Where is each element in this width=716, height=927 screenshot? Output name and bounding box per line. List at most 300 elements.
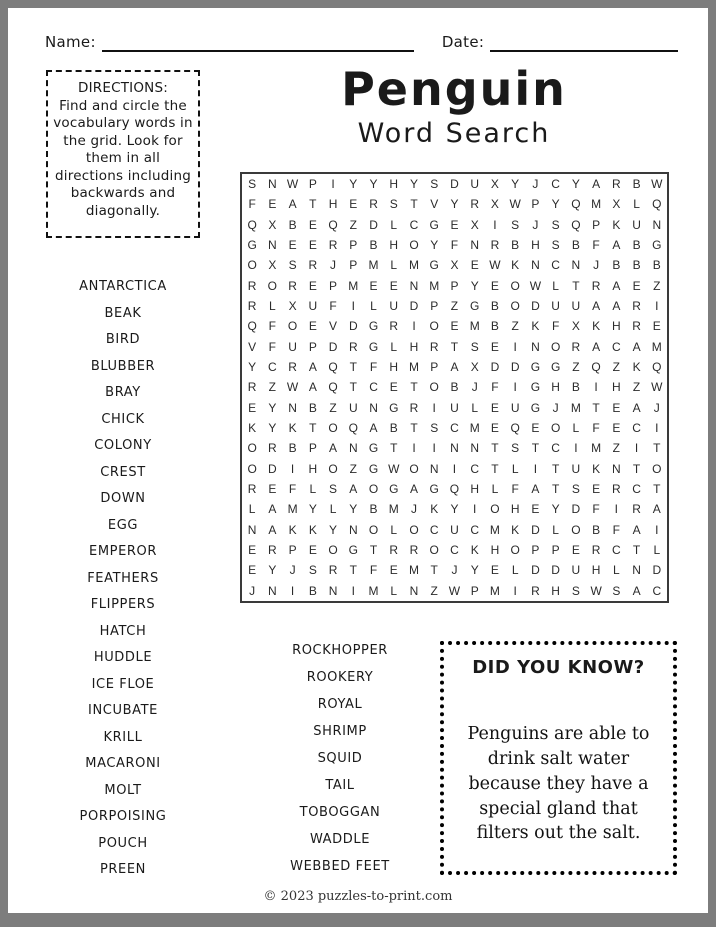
grid-cell: J [249, 583, 256, 598]
grid-cell: G [368, 339, 379, 354]
grid-cell: D [551, 563, 560, 578]
grid-cell: C [450, 543, 459, 558]
grid-cell: I [533, 461, 538, 476]
word-list-item: MACARONI [85, 756, 161, 771]
grid-cell: R [409, 543, 419, 558]
word-list-item: ANTARCTICA [79, 279, 167, 294]
word-list-item: TOBOGGAN [299, 805, 381, 820]
grid-cell: O [368, 522, 379, 537]
grid-cell: E [308, 278, 317, 293]
grid-cell: M [570, 400, 581, 415]
grid-cell: O [409, 522, 419, 537]
grid-cell: R [328, 563, 338, 578]
grid-cell: A [308, 380, 317, 395]
grid-cell: A [531, 482, 540, 497]
grid-cell: G [530, 380, 541, 395]
grid-cell: I [473, 502, 477, 517]
grid-cell: E [389, 278, 398, 293]
word-list-item: BEAK [104, 305, 142, 321]
grid-cell: A [268, 502, 277, 517]
grid-cell: T [309, 421, 317, 436]
grid-row [242, 174, 667, 194]
grid-cell: G [389, 400, 399, 415]
grid-cell: B [612, 258, 621, 273]
grid-cell: P [551, 543, 560, 558]
grid-cell: H [551, 380, 560, 395]
grid-cell: A [592, 299, 601, 314]
grid-cell: E [268, 197, 277, 212]
grid-cell: H [470, 482, 480, 497]
grid-cell: I [493, 217, 497, 232]
grid-cell: S [430, 421, 439, 436]
grid-cell: Z [450, 299, 459, 314]
grid-cell: I [614, 502, 618, 517]
grid-cell: L [491, 482, 499, 497]
grid-cell: N [632, 563, 641, 578]
grid-cell: C [612, 339, 621, 354]
grid-cell: N [348, 522, 358, 537]
grid-cell: Y [308, 502, 317, 517]
grid-cell: O [510, 543, 520, 558]
word-list-item: PREEN [99, 862, 147, 877]
grid-cell: B [652, 258, 661, 273]
grid-row [242, 581, 667, 601]
grid-cell: C [652, 583, 662, 598]
grid-cell: X [490, 177, 499, 192]
grid-cell: H [389, 238, 399, 253]
grid-cell: P [329, 278, 338, 293]
grid-cell: G [530, 360, 541, 375]
grid-cell: N [470, 441, 480, 456]
grid-cell: Q [652, 360, 662, 375]
grid-cell: K [511, 258, 520, 273]
grid-cell: A [612, 278, 621, 293]
grid-cell: L [552, 278, 559, 293]
grid-cell: R [490, 238, 500, 253]
grid-cell: I [655, 522, 659, 537]
grid-cell: C [551, 258, 560, 273]
grid-cell: B [632, 238, 641, 253]
grid-row [242, 255, 667, 275]
grid-cell: A [592, 177, 601, 192]
grid-cell: E [389, 380, 398, 395]
grid-cell: M [429, 278, 440, 293]
word-list-item: CHICK [101, 411, 145, 427]
grid-cell: R [612, 482, 621, 497]
grid-cell: K [288, 421, 297, 436]
grid-cell: G [348, 543, 358, 558]
grid-cell: G [550, 360, 561, 375]
grid-cell: H [490, 543, 500, 558]
grid-row [242, 499, 667, 519]
grid-cell: Z [430, 583, 438, 598]
grid-cell: E [248, 543, 257, 558]
grid-cell: R [591, 278, 601, 293]
grid-cell: Q [571, 197, 581, 212]
grid-cell: A [632, 339, 641, 354]
grid-cell: D [328, 339, 338, 354]
grid-cell: I [432, 441, 436, 456]
grid-cell: P [531, 543, 540, 558]
did-you-know-heading: DID YOU KNOW? [472, 657, 645, 678]
name-write-line [102, 32, 414, 52]
grid-row [242, 520, 667, 540]
grid-cell: M [591, 441, 602, 456]
grid-cell: R [612, 177, 621, 192]
grid-cell: F [248, 197, 256, 212]
grid-cell: M [489, 583, 500, 598]
grid-cell: A [349, 482, 358, 497]
grid-cell: D [531, 522, 540, 537]
grid-cell: J [451, 563, 458, 578]
grid-cell: Z [349, 461, 357, 476]
page-title: Penguin [341, 62, 567, 116]
grid-cell: E [369, 278, 378, 293]
grid-cell: S [551, 238, 560, 253]
grid-cell: Y [349, 502, 358, 517]
grid-cell: K [612, 217, 621, 232]
grid-cell: W [651, 380, 663, 395]
grid-cell: T [531, 441, 540, 456]
grid-cell: C [612, 543, 621, 558]
word-list-item: EGG [107, 517, 139, 533]
grid-cell: M [469, 319, 480, 334]
grid-cell: T [430, 563, 438, 578]
grid-cell: T [632, 543, 641, 558]
grid-cell: L [552, 522, 559, 537]
grid-cell: Q [328, 380, 338, 395]
grid-cell: V [430, 197, 439, 212]
grid-cell: H [328, 197, 338, 212]
grid-cell: L [248, 502, 256, 517]
grid-cell: T [491, 441, 499, 456]
word-list-item: POUCH [98, 835, 148, 851]
grid-cell: T [349, 380, 357, 395]
grid-cell: C [470, 461, 480, 476]
grid-cell: M [368, 583, 379, 598]
grid-row [242, 337, 667, 357]
grid-cell: A [632, 400, 641, 415]
grid-cell: R [470, 197, 480, 212]
word-list-item: EMPEROR [89, 544, 157, 559]
grid-cell: X [571, 319, 580, 334]
page-subtitle: Word Search [357, 118, 551, 149]
grid-cell: J [471, 380, 478, 395]
grid-cell: R [409, 400, 419, 415]
grid-cell: S [308, 563, 317, 578]
grid-cell: C [409, 217, 419, 232]
grid-cell: M [368, 258, 379, 273]
grid-cell: L [390, 217, 398, 232]
grid-cell: J [593, 258, 600, 273]
grid-cell: E [248, 400, 257, 415]
grid-cell: V [329, 319, 338, 334]
grid-cell: A [592, 339, 601, 354]
grid-cell: F [511, 482, 519, 497]
grid-cell: Y [470, 278, 479, 293]
grid-cell: D [348, 319, 358, 334]
grid-cell: A [288, 197, 297, 212]
grid-cell: U [571, 299, 581, 314]
grid-row [242, 215, 667, 235]
grid-cell: Y [369, 177, 378, 192]
grid-cell: W [529, 278, 542, 293]
grid-cell: Y [430, 238, 439, 253]
grid-cell: Y [450, 197, 459, 212]
grid-cell: Y [248, 360, 257, 375]
grid-cell: O [328, 421, 338, 436]
grid-cell: E [571, 543, 580, 558]
grid-cell: U [450, 522, 459, 537]
grid-cell: T [450, 339, 459, 354]
grid-cell: A [652, 502, 661, 517]
grid-row [242, 560, 667, 580]
grid-cell: N [612, 461, 621, 476]
directions-body: Find and circle the vocabulary words in the grid. Look for them in all directions including backwards and diagonally. [53, 97, 193, 219]
grid-cell: I [655, 421, 659, 436]
grid-cell: R [591, 543, 601, 558]
word-list-item: CREST [100, 464, 146, 480]
grid-cell: H [591, 563, 601, 578]
grid-cell: U [450, 400, 459, 415]
grid-cell: R [247, 299, 257, 314]
grid-row [242, 418, 667, 438]
grid-cell: R [632, 319, 641, 334]
grid-cell: S [389, 197, 398, 212]
grid-cell: S [288, 258, 297, 273]
grid-cell: F [592, 502, 600, 517]
grid-cell: Z [329, 400, 337, 415]
grid-cell: B [571, 380, 580, 395]
grid-cell: J [552, 400, 559, 415]
grid-cell: P [531, 197, 540, 212]
grid-cell: D [531, 299, 540, 314]
grid-cell: N [268, 583, 277, 598]
grid-cell: K [592, 319, 601, 334]
grid-cell: O [652, 461, 662, 476]
grid-cell: E [349, 197, 358, 212]
grid-cell: R [268, 441, 277, 456]
grid-cell: I [574, 441, 578, 456]
grid-cell: P [308, 339, 317, 354]
grid-cell: E [308, 319, 317, 334]
grid-cell: Q [348, 421, 358, 436]
grid-cell: E [248, 563, 257, 578]
word-list-item: ICE FLOE [91, 676, 155, 692]
grid-cell: L [390, 522, 398, 537]
grid-cell: Q [328, 360, 338, 375]
grid-cell: I [351, 299, 355, 314]
word-list-item: MOLT [104, 782, 142, 798]
grid-cell: U [288, 339, 297, 354]
grid-cell: A [409, 482, 418, 497]
grid-cell: M [489, 522, 500, 537]
grid-cell: Q [449, 482, 460, 497]
grid-cell: I [513, 583, 517, 598]
date-write-line [490, 32, 678, 52]
name-label: Name: [45, 33, 96, 51]
grid-cell: M [348, 278, 359, 293]
grid-row [242, 438, 667, 458]
directions-box [46, 70, 200, 238]
grid-cell: Y [511, 177, 520, 192]
grid-cell: X [470, 217, 479, 232]
grid-cell: S [248, 177, 257, 192]
grid-cell: Q [247, 217, 257, 232]
grid-cell: E [490, 278, 499, 293]
grid-cell: L [612, 563, 620, 578]
grid-cell: T [592, 400, 600, 415]
word-list-item: WEBBED FEET [290, 859, 390, 874]
grid-cell: U [571, 563, 581, 578]
grid-cell: W [448, 583, 461, 598]
grid-cell: I [655, 299, 659, 314]
grid-cell: H [510, 502, 520, 517]
grid-cell: F [268, 339, 277, 354]
grid-cell: E [531, 502, 540, 517]
grid-cell: S [329, 482, 338, 497]
grid-cell: R [288, 360, 297, 375]
grid-cell: E [490, 563, 499, 578]
grid-cell: X [268, 217, 277, 232]
did-you-know-box [440, 641, 677, 875]
grid-cell: Z [511, 319, 519, 334]
grid-cell: B [288, 217, 297, 232]
word-list-item: BRAY [105, 385, 141, 400]
grid-cell: Y [551, 197, 560, 212]
grid-cell: Y [268, 563, 277, 578]
grid-cell: Z [268, 380, 277, 395]
grid-cell: J [289, 563, 296, 578]
grid-cell: E [652, 319, 661, 334]
grid-cell: P [349, 238, 358, 253]
grid-cell: W [286, 380, 299, 395]
grid-cell: R [268, 543, 277, 558]
grid-cell: N [571, 258, 581, 273]
word-list-item: SQUID [317, 751, 363, 766]
grid-cell: Z [632, 380, 641, 395]
grid-row [242, 377, 667, 397]
grid-cell: E [308, 217, 317, 232]
grid-cell: E [612, 421, 621, 436]
grid-cell: A [632, 522, 641, 537]
grid-row [242, 276, 667, 296]
grid-cell: Q [247, 319, 257, 334]
grid-cell: B [632, 258, 641, 273]
grid-cell: K [248, 421, 257, 436]
grid-cell: E [268, 482, 277, 497]
grid-cell: T [349, 360, 357, 375]
grid-cell: D [268, 461, 277, 476]
grid-cell: S [612, 583, 621, 598]
grid-cell: X [470, 360, 479, 375]
word-list-item: ROOKERY [306, 670, 374, 685]
grid-cell: H [389, 177, 399, 192]
grid-cell: R [247, 278, 257, 293]
grid-cell: L [309, 482, 317, 497]
grid-cell: G [429, 217, 439, 232]
grid-cell: A [329, 441, 338, 456]
grid-cell: F [369, 360, 378, 375]
grid-cell: I [432, 400, 436, 415]
grid-cell: K [511, 522, 520, 537]
grid-cell: Q [652, 197, 662, 212]
grid-cell: E [632, 278, 641, 293]
grid-cell: P [308, 441, 317, 456]
grid-cell: C [632, 421, 641, 436]
word-list-bottom [250, 637, 430, 880]
grid-cell: W [489, 258, 501, 273]
grid-cell: E [389, 563, 398, 578]
grid-cell: O [490, 502, 500, 517]
grid-cell: L [511, 563, 519, 578]
grid-cell: W [590, 583, 602, 598]
grid-cell: F [450, 238, 459, 253]
grid-cell: E [490, 400, 499, 415]
grid-cell: I [412, 441, 416, 456]
grid-cell: R [369, 197, 378, 212]
grid-cell: O [510, 278, 520, 293]
grid-cell: Z [572, 360, 580, 375]
grid-cell: D [571, 502, 581, 517]
grid-cell: Y [268, 400, 277, 415]
grid-cell: I [331, 177, 335, 192]
grid-cell: E [308, 238, 317, 253]
grid-cell: G [247, 238, 257, 253]
grid-cell: A [308, 360, 317, 375]
grid-cell: U [389, 299, 399, 314]
grid-cell: U [348, 400, 358, 415]
grid-cell: L [329, 502, 337, 517]
word-search-grid [240, 172, 669, 603]
grid-cell: U [551, 299, 560, 314]
grid-row [242, 479, 667, 499]
grid-cell: C [632, 482, 641, 497]
grid-cell: T [551, 482, 560, 497]
grid-cell: Y [450, 502, 459, 517]
grid-cell: O [409, 461, 419, 476]
grid-cell: F [551, 319, 560, 334]
grid-cell: D [450, 177, 459, 192]
grid-cell: L [511, 461, 519, 476]
header-row [45, 32, 679, 52]
grid-cell: P [430, 299, 439, 314]
grid-cell: U [308, 299, 318, 314]
grid-cell: B [308, 400, 317, 415]
grid-cell: S [430, 177, 439, 192]
grid-cell: P [592, 217, 601, 232]
grid-cell: I [452, 461, 457, 476]
grid-cell: A [268, 522, 277, 537]
grid-cell: S [571, 482, 580, 497]
grid-cell: G [470, 299, 480, 314]
grid-cell: E [612, 400, 621, 415]
grid-cell: X [612, 197, 621, 212]
grid-cell: I [290, 461, 295, 476]
did-you-know-body: Penguins are able to drink salt water because they have a special gland that filters out the salt. [467, 724, 650, 844]
grid-cell: J [410, 502, 417, 517]
word-list-item: FEATHERS [87, 570, 159, 586]
grid-cell: E [288, 238, 297, 253]
grid-cell: G [368, 461, 379, 476]
grid-cell: Q [510, 421, 520, 436]
grid-cell: E [531, 421, 540, 436]
grid-cell: A [369, 421, 378, 436]
grid-cell: B [490, 299, 499, 314]
grid-cell: B [369, 502, 378, 517]
grid-row [242, 316, 667, 336]
grid-cell: D [652, 563, 662, 578]
